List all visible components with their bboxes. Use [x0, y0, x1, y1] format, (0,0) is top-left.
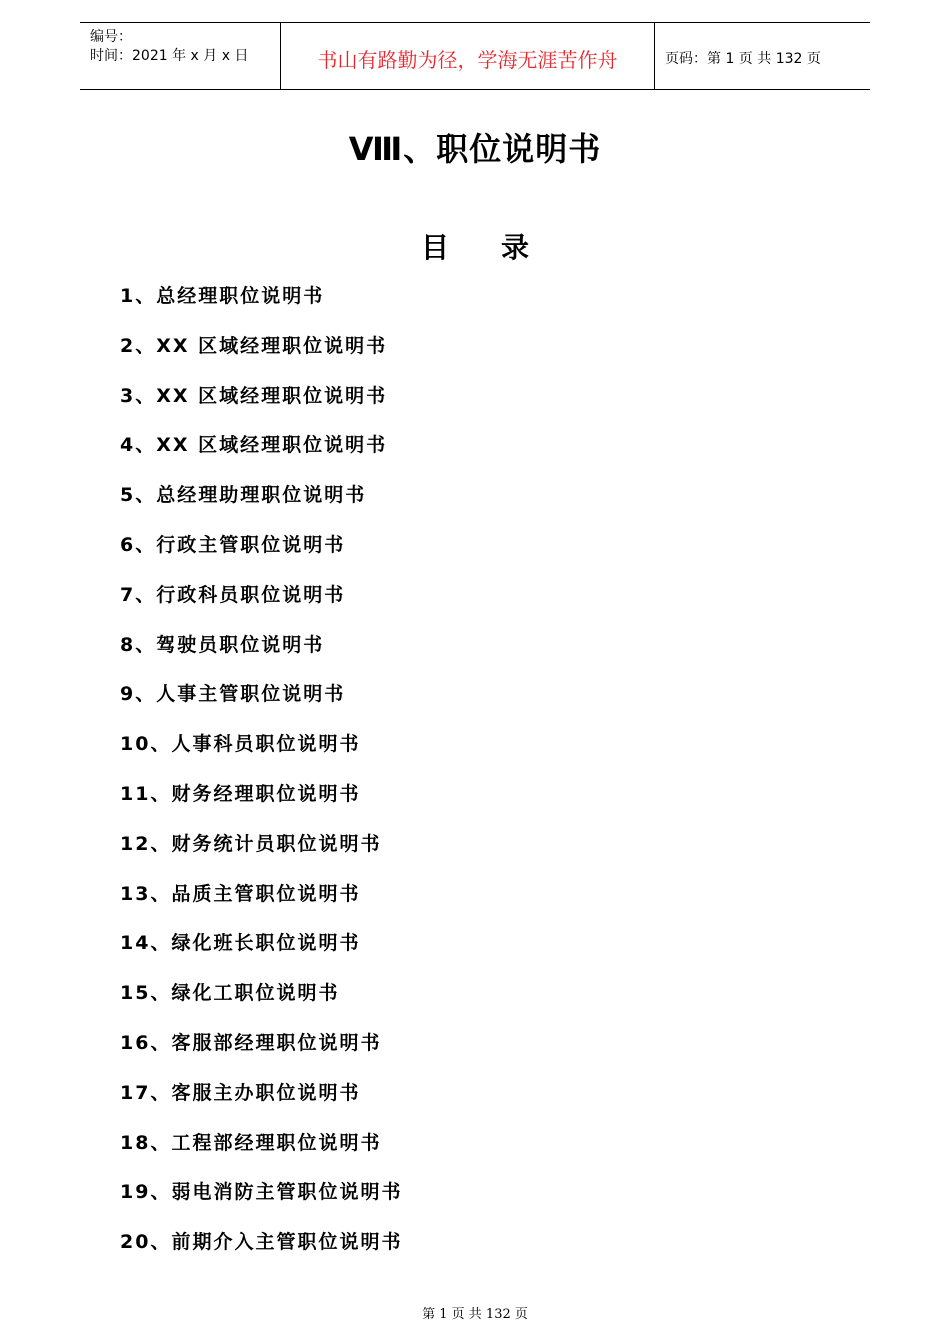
toc-item[interactable]: 10、人事科员职位说明书 — [120, 733, 361, 756]
document-title: Ⅷ、职位说明书 — [348, 130, 602, 168]
toc-item[interactable]: 9、人事主管职位说明书 — [120, 683, 346, 706]
toc-item[interactable]: 7、行政科员职位说明书 — [120, 583, 346, 606]
page-footer: 第 1 页 共 132 页 — [422, 1307, 528, 1322]
toc-item[interactable]: 19、弱电消防主管职位说明书 — [120, 1181, 403, 1204]
document-date: 时间：2021 年 x 月 x 日 — [90, 48, 249, 64]
toc-item[interactable]: 2、XX 区域经理职位说明书 — [120, 334, 388, 357]
page-header — [80, 22, 870, 90]
toc-heading: 目录 — [420, 231, 581, 264]
toc-item[interactable]: 8、驾驶员职位说明书 — [120, 633, 325, 656]
toc-item[interactable]: 1、总经理职位说明书 — [120, 285, 325, 307]
table-of-contents — [120, 281, 402, 1277]
toc-item[interactable]: 15、绿化工职位说明书 — [120, 982, 340, 1005]
header-page-info: 页码：第 1 页 共 132 页 — [665, 51, 821, 67]
toc-item[interactable]: 17、客服主办职位说明书 — [120, 1081, 361, 1104]
document-number-label: 编号： — [90, 29, 132, 45]
toc-item[interactable]: 11、财务经理职位说明书 — [120, 782, 361, 805]
toc-item[interactable]: 5、总经理助理职位说明书 — [120, 484, 367, 507]
toc-item[interactable]: 14、绿化班长职位说明书 — [120, 932, 361, 955]
toc-item[interactable]: 13、品质主管职位说明书 — [120, 882, 361, 905]
header-motto: 书山有路勤为径，学海无涯苦作舟 — [281, 23, 655, 89]
toc-item[interactable]: 16、客服部经理职位说明书 — [120, 1031, 382, 1054]
toc-item[interactable]: 6、行政主管职位说明书 — [120, 533, 346, 556]
toc-item[interactable]: 3、XX 区域经理职位说明书 — [120, 384, 388, 407]
toc-item[interactable]: 20、前期介入主管职位说明书 — [120, 1231, 403, 1254]
toc-item[interactable]: 4、XX 区域经理职位说明书 — [120, 434, 388, 457]
toc-item[interactable]: 18、工程部经理职位说明书 — [120, 1131, 382, 1154]
toc-item[interactable]: 12、财务统计员职位说明书 — [120, 832, 382, 855]
header-meta — [80, 23, 281, 89]
